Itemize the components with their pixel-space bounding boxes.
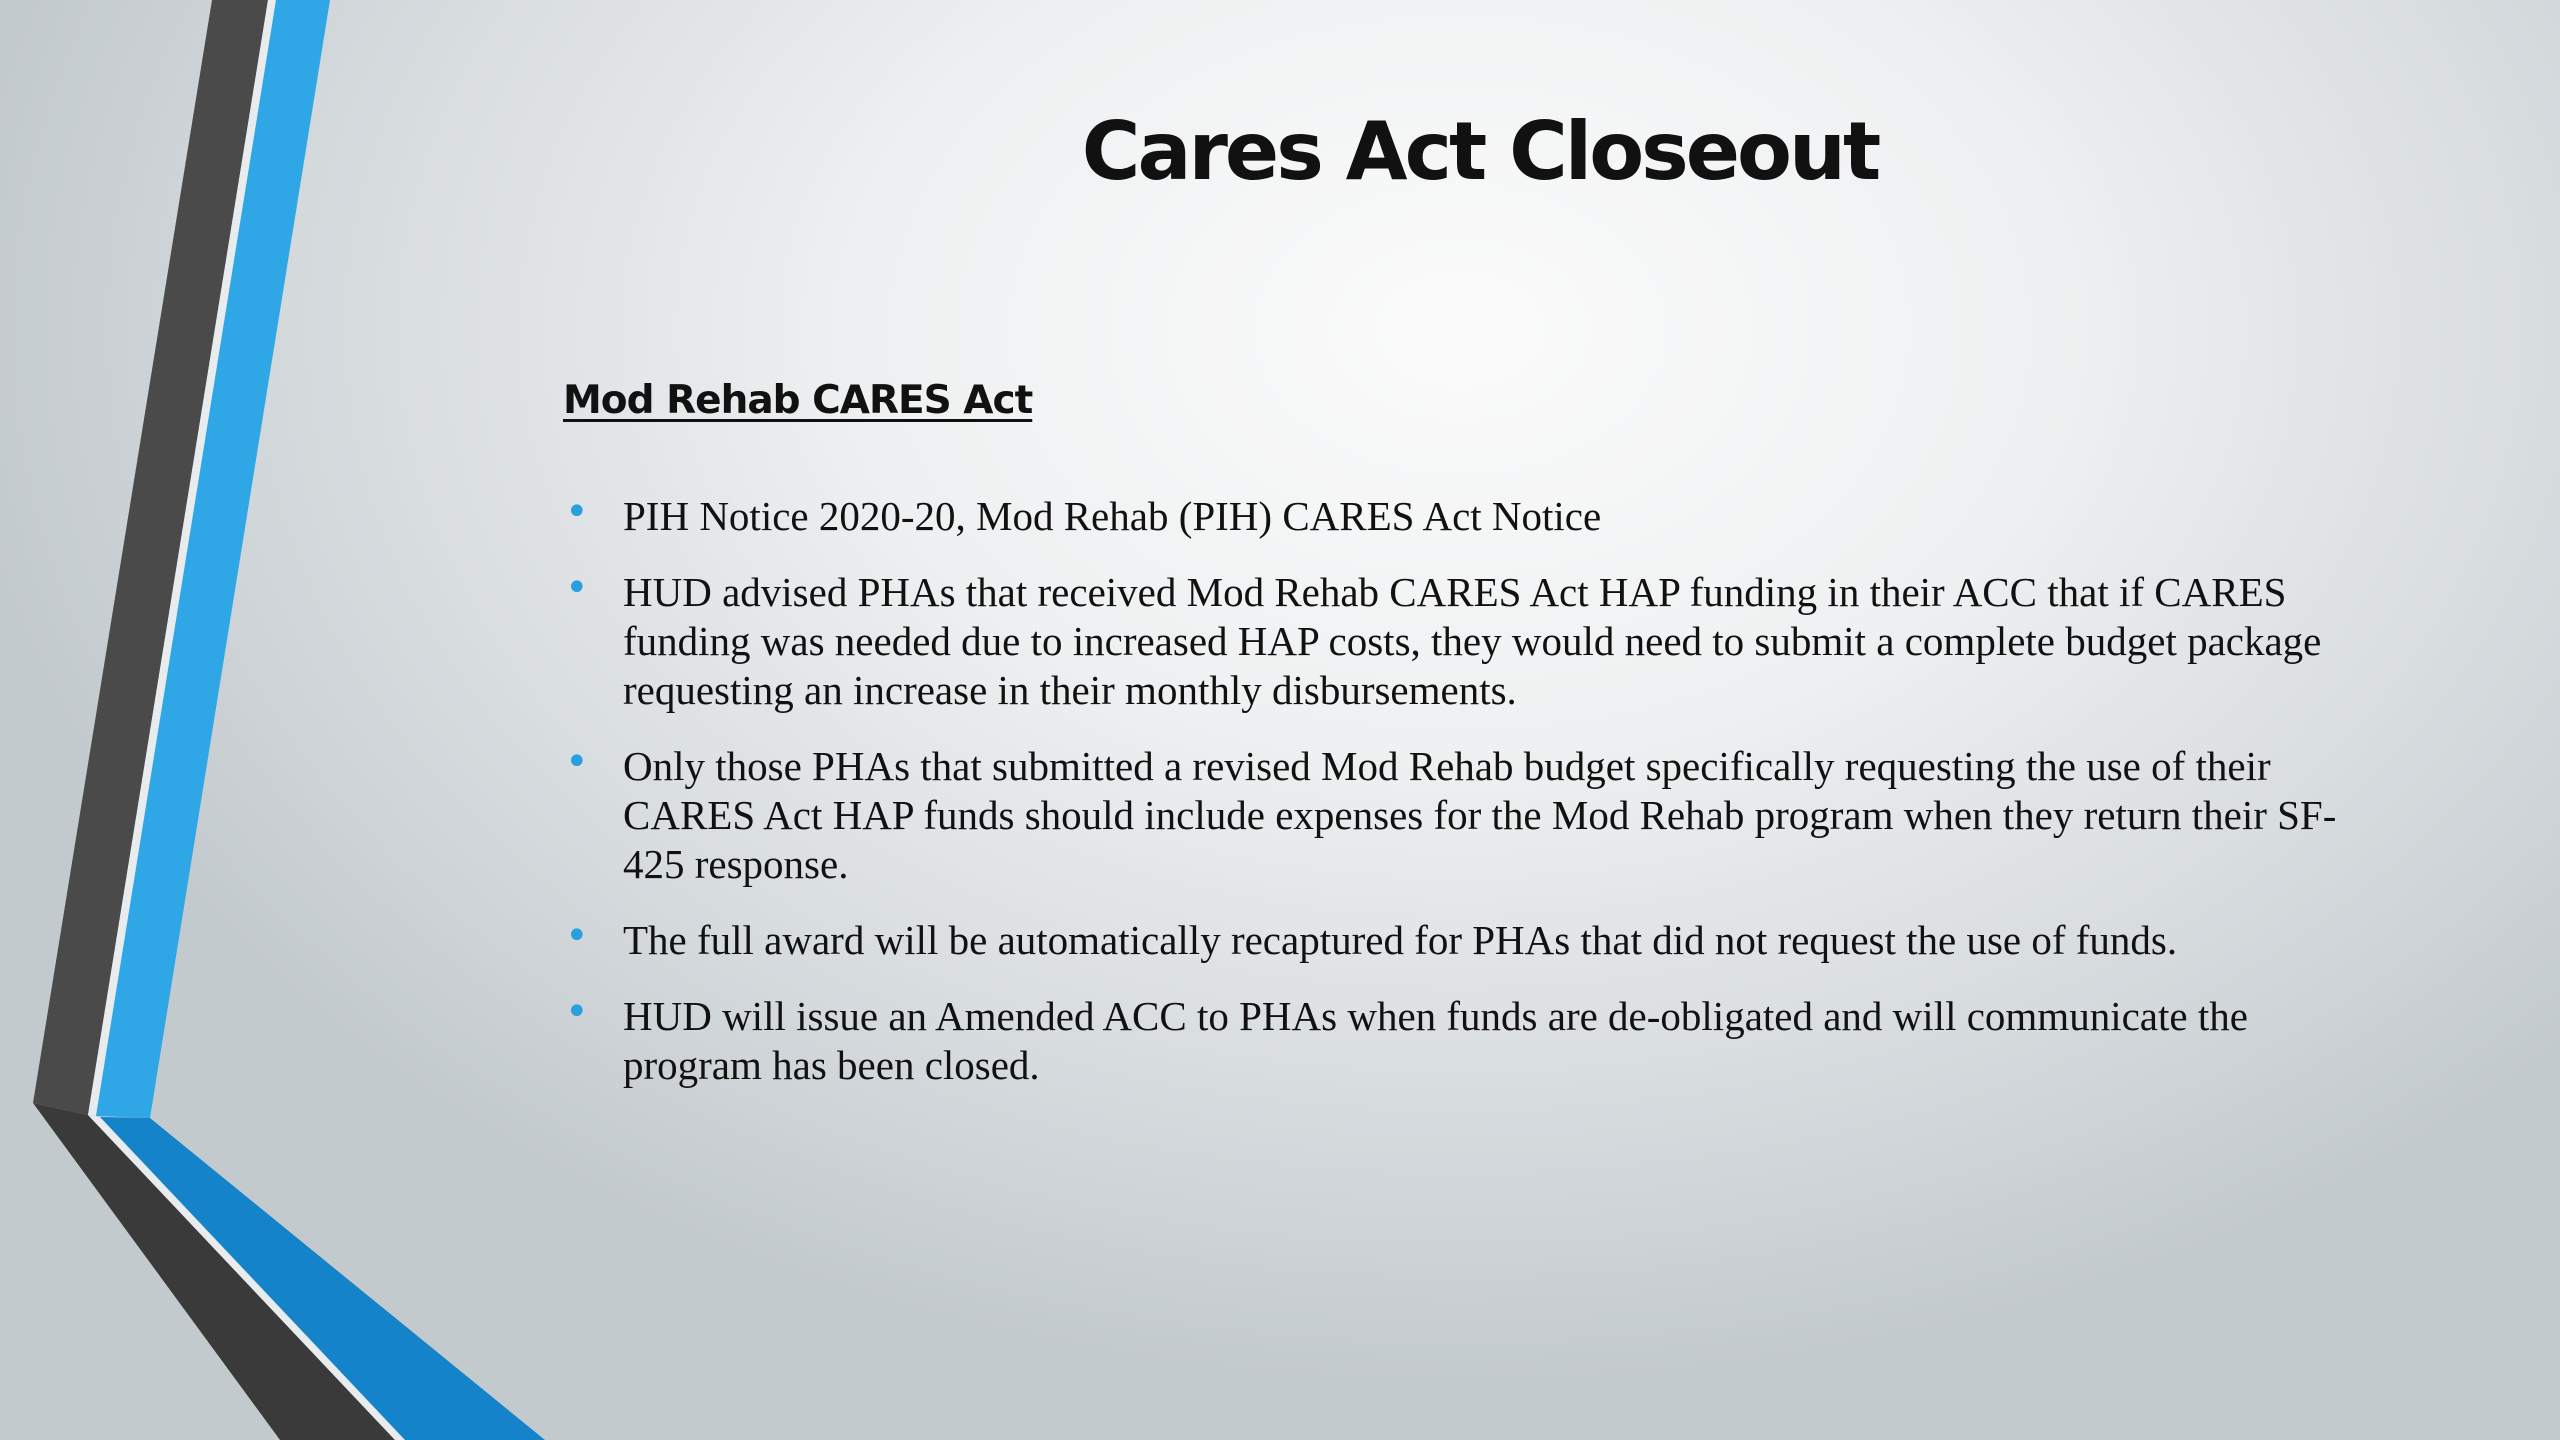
bullet-list — [563, 489, 2383, 1117]
bullet-item — [563, 989, 2383, 1090]
slide-title: Cares Act Closeout — [1081, 105, 1879, 198]
bullet-item — [563, 565, 2383, 715]
bullet-dot-icon: • — [565, 565, 589, 611]
bullet-text: PIH Notice 2020-20, Mod Rehab (PIH) CARES Act Notice — [623, 493, 1602, 539]
bullet-text: Only those PHAs that submitted a revised Mod Rehab budget specifically requesting the use of their CARES Act HAP funds should include expenses for the Mod Rehab program when they return their SF-425 response. — [623, 743, 2337, 887]
light-stripe-vertical — [88, 0, 276, 1116]
bullet-text: The full award will be automatically recaptured for PHAs that did not request the use of funds. — [623, 917, 2178, 963]
bullet-dot-icon: • — [565, 913, 589, 959]
bullet-item — [563, 913, 2383, 965]
bullet-dot-icon: • — [565, 739, 589, 785]
bullet-text: HUD will issue an Amended ACC to PHAs when funds are de-obligated and will communicate the program has been closed. — [623, 993, 2248, 1088]
bullet-item — [563, 739, 2383, 889]
section-heading: Mod Rehab CARES Act — [563, 378, 1033, 423]
bullet-dot-icon: • — [565, 989, 589, 1035]
bullet-item — [563, 489, 2383, 541]
bullet-text: HUD advised PHAs that received Mod Rehab CARES Act HAP funding in their ACC that if CARES funding was needed due to increased HAP costs, they would need to submit a complete budget package requesting an increase in their monthly disbursements. — [623, 569, 2322, 713]
bullet-dot-icon: • — [565, 489, 589, 535]
gray-stripe-diagonal — [33, 1103, 395, 1440]
